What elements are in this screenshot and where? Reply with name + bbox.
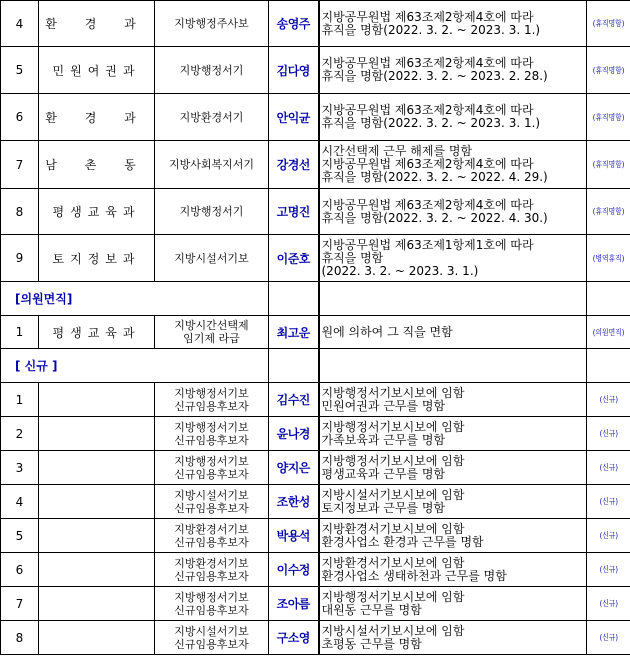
department xyxy=(39,485,155,519)
person-name xyxy=(269,94,319,141)
rank xyxy=(155,189,269,235)
department xyxy=(39,316,155,349)
department-text: 평생교육과 xyxy=(52,325,141,340)
rank-line: 지방시설서기보 xyxy=(174,624,249,638)
rank xyxy=(155,1,269,47)
row-number xyxy=(1,316,39,349)
remark-mark: (신규) xyxy=(599,497,618,506)
order-line: 지방공무원법 제63조제2항제4호에 따라 xyxy=(321,103,534,117)
order-line: 휴직을 명함 xyxy=(321,250,384,265)
department xyxy=(39,587,155,621)
row-number-text: 8 xyxy=(15,630,24,645)
order-description xyxy=(319,383,587,417)
rank xyxy=(155,587,269,621)
rank xyxy=(155,47,269,94)
department xyxy=(39,519,155,553)
rank xyxy=(155,553,269,587)
rank-line: 신규임용후보자 xyxy=(174,399,249,413)
remark xyxy=(587,519,630,553)
remark xyxy=(587,189,630,235)
section-title-new xyxy=(1,349,269,383)
row-number-text: 4 xyxy=(15,16,24,31)
remark xyxy=(587,141,630,189)
order-description xyxy=(319,485,587,519)
table-row xyxy=(1,621,630,655)
section-empty-name xyxy=(269,349,319,383)
row-number xyxy=(1,587,39,621)
person-name-text: 송영주 xyxy=(276,17,310,31)
rank xyxy=(155,485,269,519)
order-line: 원에 의하여 그 직을 면함 xyxy=(321,324,453,339)
remark-mark: (신규) xyxy=(599,395,618,404)
department xyxy=(39,1,155,47)
section-empty-desc xyxy=(319,282,587,316)
rank xyxy=(155,621,269,655)
order-line: 토지정보과 근무를 명함 xyxy=(321,500,446,515)
row-number-text: 6 xyxy=(15,110,24,124)
order-line: 휴직을 명함(2022. 3. 2. ~ 2023. 2. 28.) xyxy=(321,69,548,83)
department-text: 민원여권과 xyxy=(52,63,141,78)
order-line: 휴직을 명함(2022. 3. 2. ~ 2022. 4. 29.) xyxy=(321,170,548,184)
remark xyxy=(587,587,630,621)
rank-line: 지방시설서기보 xyxy=(174,488,249,502)
row-number xyxy=(1,235,39,282)
remark xyxy=(587,451,630,485)
person-name-text: 고명진 xyxy=(276,205,310,219)
department xyxy=(39,94,155,141)
person-name-text: 김수진 xyxy=(276,393,310,407)
rank-line: 지방환경서기보 xyxy=(174,556,249,570)
remark-mark: (휴직명함) xyxy=(592,19,625,28)
table-row xyxy=(1,47,630,94)
section-title-resign-text: [의원면직] xyxy=(15,292,73,306)
person-name-text: 구소영 xyxy=(276,631,310,645)
rank-line: 지방행정서기보 xyxy=(174,590,249,604)
department-text: 환 경 과 xyxy=(45,110,148,125)
rank-line: 신규임용후보자 xyxy=(174,433,249,447)
remark xyxy=(587,383,630,417)
remark xyxy=(587,47,630,94)
table-row xyxy=(1,485,630,519)
row-number-text: 5 xyxy=(15,63,24,77)
remark-mark: (신규) xyxy=(599,599,618,608)
rank-line: 지방행정서기보 xyxy=(174,454,249,468)
remark-mark: (휴직명함) xyxy=(592,160,625,169)
order-description xyxy=(319,235,587,282)
department xyxy=(39,189,155,235)
section-title-new-text: [ 신규 ] xyxy=(15,359,58,373)
order-description xyxy=(319,553,587,587)
order-line: 지방행정서기보시보에 임함 xyxy=(321,453,465,468)
order-description xyxy=(319,621,587,655)
order-description xyxy=(319,316,587,349)
person-name xyxy=(269,189,319,235)
order-line: 휴직을 명함(2022. 3. 2. ~ 2022. 4. 30.) xyxy=(321,210,548,225)
rank-line: 신규임용후보자 xyxy=(174,603,249,617)
table-row xyxy=(1,553,630,587)
rank xyxy=(155,235,269,282)
order-description xyxy=(319,1,587,47)
person-name xyxy=(269,621,319,655)
person-name xyxy=(269,383,319,417)
remark xyxy=(587,485,630,519)
remark xyxy=(587,621,630,655)
remark-mark: (신규) xyxy=(599,531,618,540)
rank-line: 지방행정서기 xyxy=(179,205,244,218)
remark-mark: (휴직명함) xyxy=(592,112,625,122)
rank-line: 신규임용후보자 xyxy=(174,637,249,651)
table-row xyxy=(1,519,630,553)
person-name xyxy=(269,553,319,587)
person-name-text: 강경선 xyxy=(276,158,310,172)
department-text: 남 촌 동 xyxy=(45,158,148,172)
table-row xyxy=(1,383,630,417)
remark xyxy=(587,316,630,349)
order-line: 지방공무원법 제63조제2항제4호에 따라 xyxy=(321,197,534,212)
remark-mark: (신규) xyxy=(599,633,618,642)
order-line: 환경사업소 환경과 근무를 명함 xyxy=(321,534,484,549)
remark-mark: (신규) xyxy=(599,565,618,574)
person-name-text: 이수정 xyxy=(276,563,310,577)
order-description xyxy=(319,94,587,141)
person-name-text: 안익균 xyxy=(276,110,310,125)
remark-mark: (휴직명함) xyxy=(592,207,625,216)
department xyxy=(39,553,155,587)
order-description xyxy=(319,587,587,621)
rank-line: 지방행정주사보 xyxy=(174,17,249,30)
order-description xyxy=(319,189,587,235)
department-text: 토지정보과 xyxy=(52,251,141,266)
row-number-text: 7 xyxy=(15,596,24,611)
row-number xyxy=(1,519,39,553)
row-number xyxy=(1,621,39,655)
order-line: 지방행정서기보시보에 임함 xyxy=(321,385,465,400)
person-name xyxy=(269,235,319,282)
row-number xyxy=(1,94,39,141)
person-name xyxy=(269,417,319,451)
person-name xyxy=(269,1,319,47)
department xyxy=(39,451,155,485)
row-number xyxy=(1,47,39,94)
order-line: 지방공무원법 제63조제2항제4호에 따라 xyxy=(321,56,534,70)
order-line: 지방행정서기보시보에 임함 xyxy=(321,419,465,434)
order-line: 시간선택제 근무 해제를 명함 xyxy=(321,144,473,158)
rank-line: 신규임용후보자 xyxy=(174,467,249,481)
remark-mark: (의원면직) xyxy=(592,327,625,337)
department xyxy=(39,141,155,189)
table-row xyxy=(1,587,630,621)
remark-mark: (신규) xyxy=(599,463,618,472)
order-line: 휴직을 명함(2022. 3. 2. ~ 2023. 3. 1.) xyxy=(321,22,541,37)
row-number-text: 8 xyxy=(15,204,24,219)
department-text: 평생교육과 xyxy=(52,205,141,219)
table-body xyxy=(1,1,630,655)
row-number-text: 9 xyxy=(15,251,24,265)
table-row xyxy=(1,189,630,235)
order-description xyxy=(319,519,587,553)
remark xyxy=(587,94,630,141)
row-number-text: 5 xyxy=(15,528,24,543)
row-number xyxy=(1,485,39,519)
row-number xyxy=(1,553,39,587)
rank-line: 지방행정서기보 xyxy=(174,386,249,400)
department xyxy=(39,235,155,282)
order-line: 지방시설서기보시보에 임함 xyxy=(321,623,465,638)
order-line: 지방공무원법 제63조제2항제4호에 따라 xyxy=(321,157,534,171)
table-row xyxy=(1,235,630,282)
row-number xyxy=(1,189,39,235)
remark xyxy=(587,235,630,282)
row-number-text: 1 xyxy=(15,325,24,339)
person-name-text: 양지은 xyxy=(276,461,310,475)
rank-line: 신규임용후보자 xyxy=(174,501,249,515)
row-number-text: 4 xyxy=(15,494,24,509)
order-description xyxy=(319,417,587,451)
order-line: 가족보육과 근무를 명함 xyxy=(321,432,446,447)
row-number-text: 6 xyxy=(15,562,24,577)
person-name xyxy=(269,451,319,485)
row-number xyxy=(1,383,39,417)
remark-mark: (신규) xyxy=(599,429,618,438)
order-description xyxy=(319,47,587,94)
rank xyxy=(155,519,269,553)
order-line: 대원동 근무를 명함 xyxy=(321,602,422,617)
order-line: 지방행정서기보시보에 임함 xyxy=(321,589,465,604)
person-name xyxy=(269,587,319,621)
order-line: 휴직을 명함(2022. 3. 2. ~ 2023. 3. 1.) xyxy=(321,116,541,130)
remark xyxy=(587,1,630,47)
person-name-text: 윤나경 xyxy=(276,427,310,441)
section-row xyxy=(1,349,630,383)
section-empty-name xyxy=(269,282,319,316)
order-line: 초평동 근무를 명함 xyxy=(321,636,422,651)
section-empty-note xyxy=(587,349,630,383)
row-number xyxy=(1,417,39,451)
department xyxy=(39,621,155,655)
table-row xyxy=(1,1,630,47)
person-name xyxy=(269,47,319,94)
person-name xyxy=(269,519,319,553)
table-row xyxy=(1,451,630,485)
rank-line: 지방환경서기 xyxy=(179,110,244,124)
person-name xyxy=(269,141,319,189)
row-number xyxy=(1,451,39,485)
section-empty-desc xyxy=(319,349,587,383)
order-line: 지방환경서기보시보에 임함 xyxy=(321,521,465,536)
order-description xyxy=(319,451,587,485)
table-row xyxy=(1,316,630,349)
person-name-text: 박용석 xyxy=(276,529,310,543)
order-line: 민원여권과 근무를 명함 xyxy=(321,398,446,413)
rank-line: 신규임용후보자 xyxy=(174,535,249,549)
person-name xyxy=(269,485,319,519)
section-row xyxy=(1,282,630,316)
rank xyxy=(155,417,269,451)
rank-line: 지방행정서기 xyxy=(179,63,244,77)
rank xyxy=(155,383,269,417)
rank xyxy=(155,316,269,349)
person-name-text: 조한성 xyxy=(276,495,310,509)
order-line: 지방환경서기보시보에 임함 xyxy=(321,555,465,570)
person-name xyxy=(269,316,319,349)
table-row xyxy=(1,94,630,141)
row-number-text: 3 xyxy=(15,460,24,475)
rank-line: 지방시간선택제 xyxy=(174,319,249,332)
section-title-resign xyxy=(1,282,269,316)
rank-line: 지방행정서기보 xyxy=(174,420,249,434)
rank-line: 임기제 라급 xyxy=(183,332,240,345)
row-number xyxy=(1,141,39,189)
row-number xyxy=(1,1,39,47)
remark xyxy=(587,417,630,451)
order-line: (2022. 3. 2. ~ 2023. 3. 1.) xyxy=(321,263,479,278)
order-description xyxy=(319,141,587,189)
row-number-text: 2 xyxy=(15,426,24,441)
remark-mark: (병역휴직) xyxy=(592,253,625,263)
section-empty-note xyxy=(587,282,630,316)
rank-line: 지방사회복지서기 xyxy=(168,158,254,171)
rank-line: 신규임용후보자 xyxy=(174,569,249,583)
department xyxy=(39,417,155,451)
order-line: 지방시설서기보시보에 임함 xyxy=(321,487,465,502)
department-text: 환 경 과 xyxy=(45,17,148,31)
rank xyxy=(155,141,269,189)
order-line: 지방공무원법 제63조제1항제1호에 따라 xyxy=(321,237,534,252)
remark-mark: (휴직명함) xyxy=(592,65,625,75)
department xyxy=(39,383,155,417)
person-name-text: 김다영 xyxy=(276,63,310,78)
department xyxy=(39,47,155,94)
rank-line: 지방환경서기보 xyxy=(174,522,249,536)
row-number-text: 1 xyxy=(15,392,24,407)
person-name-text: 최고운 xyxy=(276,325,310,340)
order-line: 지방공무원법 제63조제2항제4호에 따라 xyxy=(321,9,534,24)
rank xyxy=(155,451,269,485)
person-name-text: 이준호 xyxy=(276,251,310,266)
person-name-text: 조아름 xyxy=(276,597,310,611)
remark xyxy=(587,553,630,587)
order-line: 평생교육과 근무를 명함 xyxy=(321,466,446,481)
rank xyxy=(155,94,269,141)
table-row xyxy=(1,141,630,189)
order-line: 환경사업소 생태하천과 근무를 명함 xyxy=(321,568,507,583)
rank-line: 지방시설서기보 xyxy=(174,251,249,265)
table-row xyxy=(1,417,630,451)
row-number-text: 7 xyxy=(15,157,24,172)
